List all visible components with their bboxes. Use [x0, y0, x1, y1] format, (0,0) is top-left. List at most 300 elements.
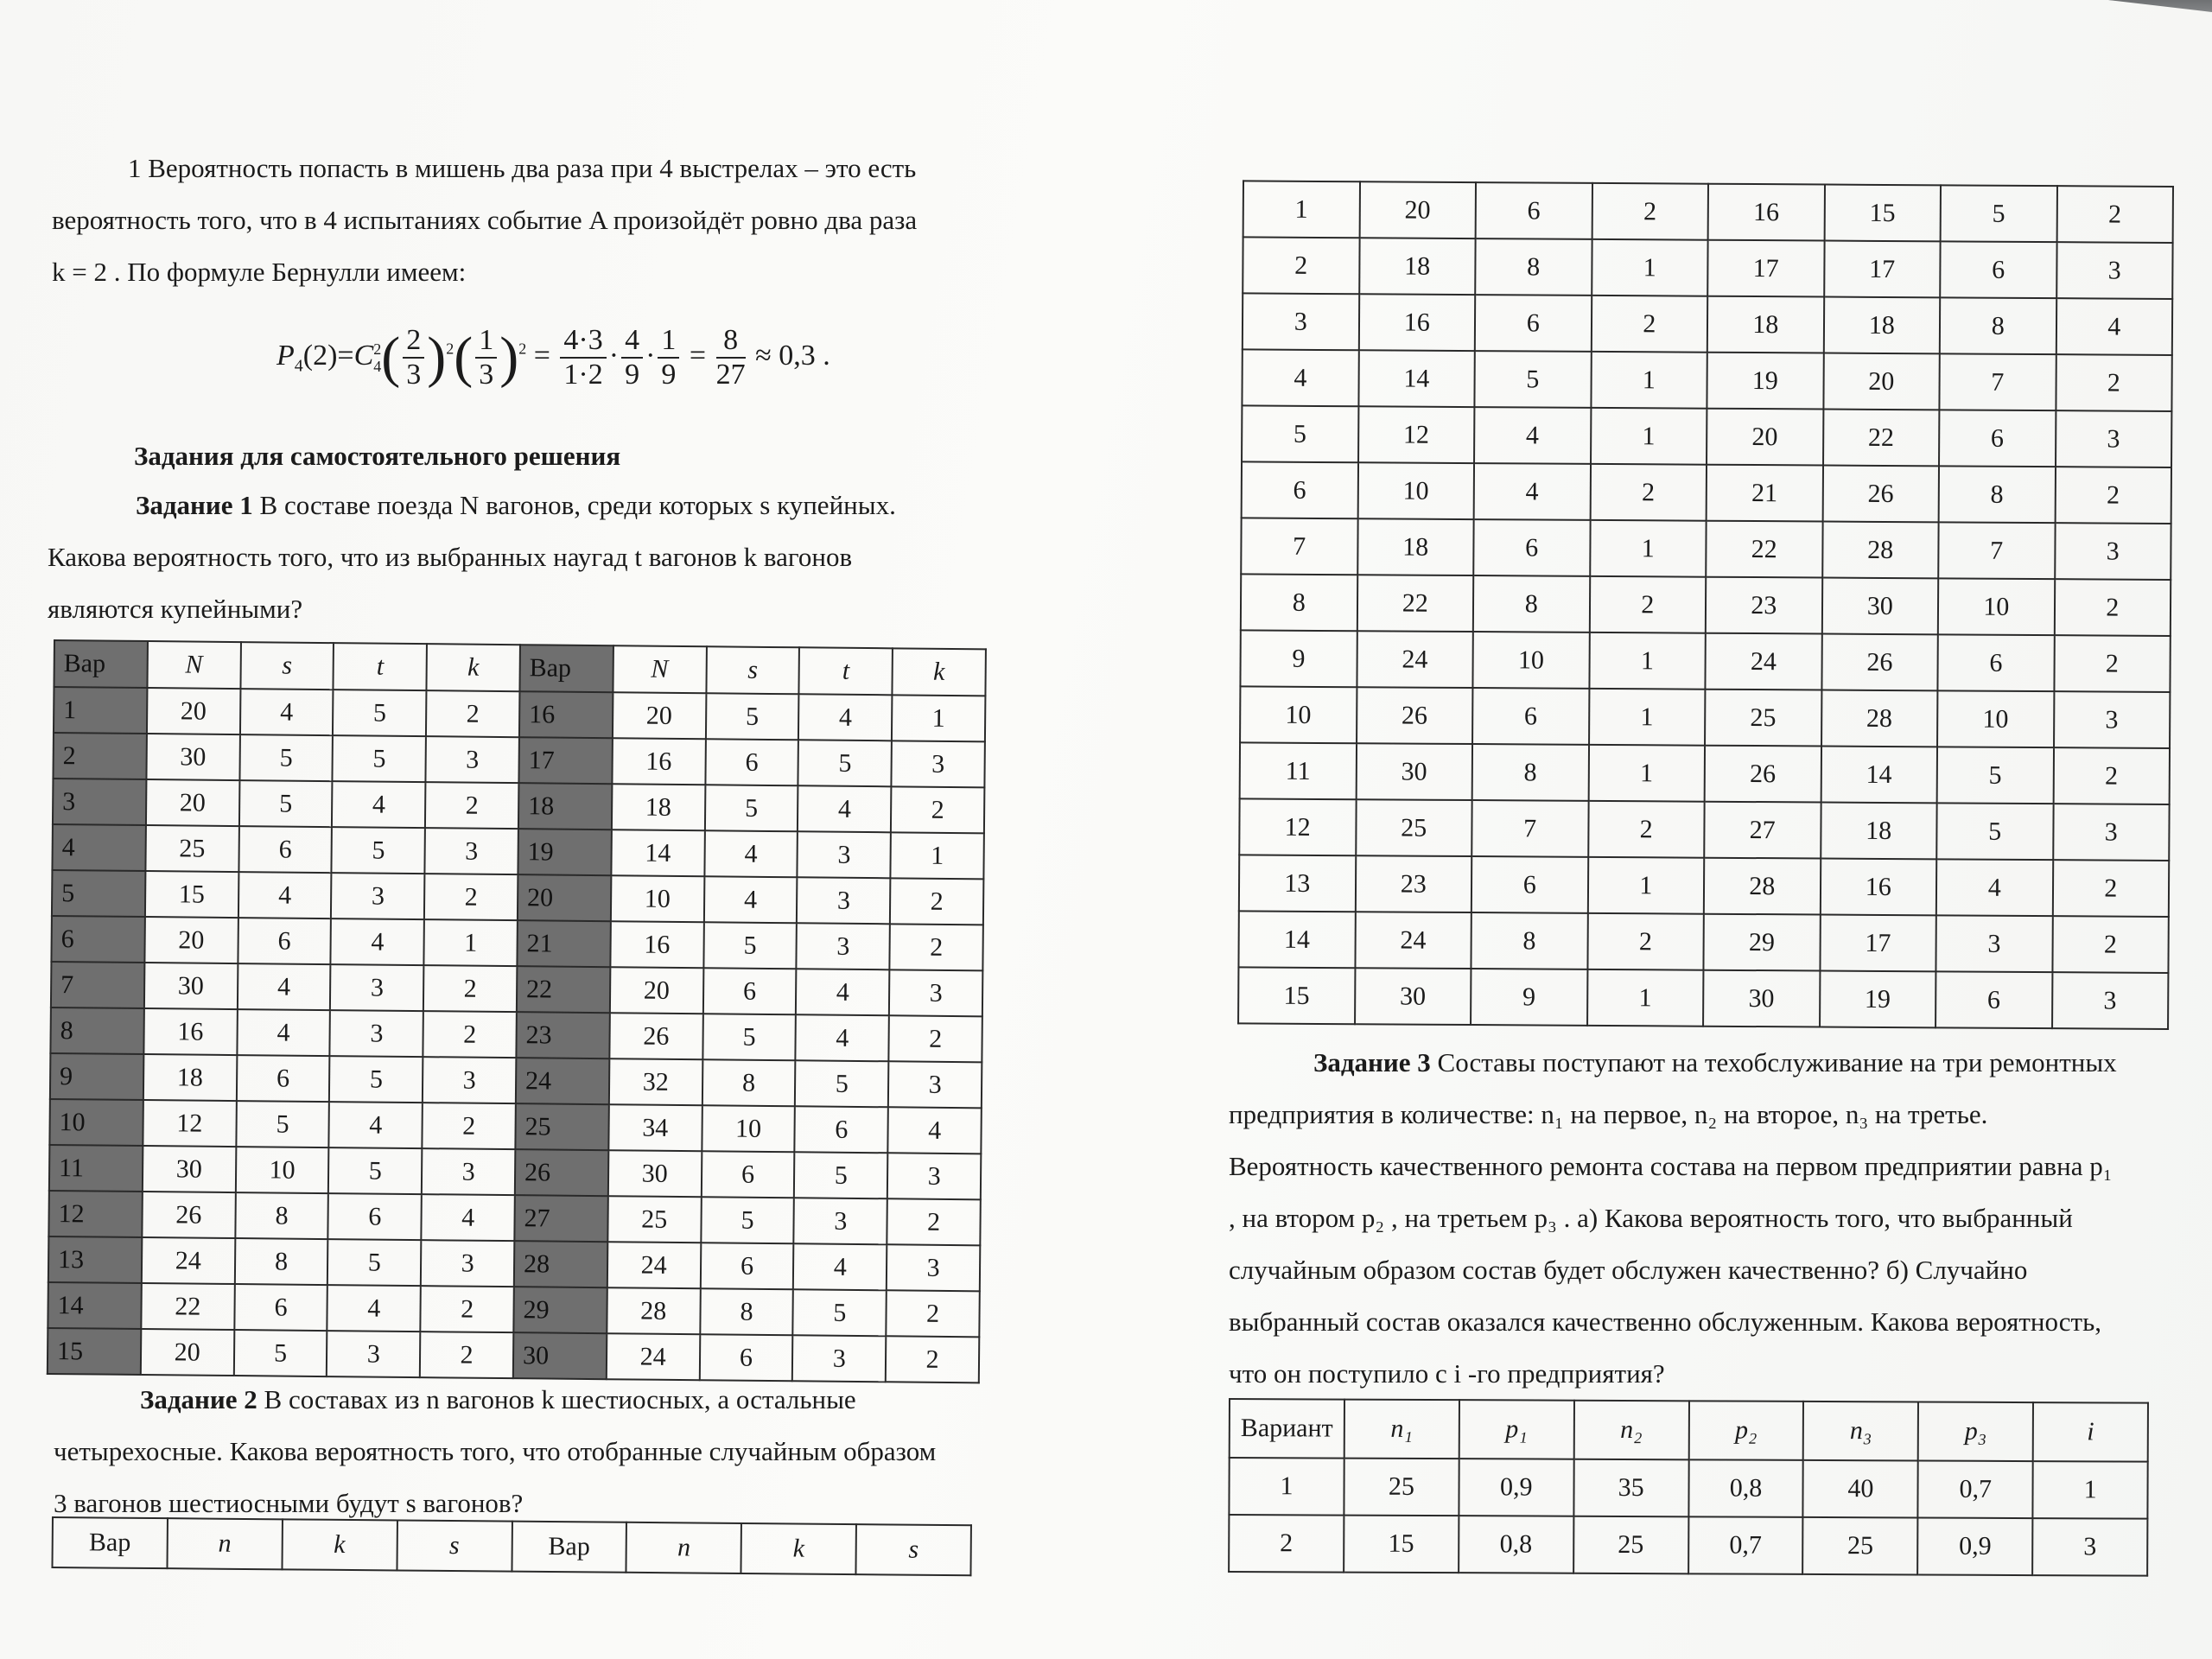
table-cell: 19 [1707, 353, 1823, 410]
eq1: = [533, 339, 550, 372]
table-cell: 10 [702, 1105, 795, 1152]
table-cell: 6 [1939, 410, 2056, 467]
table-cell: 2 [1591, 296, 1707, 353]
header-cell: n₁ [1344, 1400, 1459, 1459]
table-cell: 20 [613, 692, 706, 739]
table-cell: 26 [1357, 687, 1473, 744]
table-cell: 25 [607, 1196, 701, 1243]
table-cell: 5 [793, 1289, 887, 1336]
table-cell: 26 [1705, 746, 1821, 803]
table-cell: 6 [795, 1106, 888, 1153]
table-row [1239, 855, 2169, 917]
table-cell: 2 [886, 1336, 979, 1382]
table-cell: 1 [1589, 632, 1706, 690]
table-cell: 2 [2053, 747, 2170, 804]
table-task2-data [1237, 180, 2174, 1030]
frac3-num: 4·3 [560, 324, 606, 359]
task3-paragraph [1229, 1037, 2153, 1400]
table-cell: 4 [327, 1285, 421, 1332]
table-cell: 2 [891, 786, 984, 833]
table-cell: 30 [1821, 578, 1938, 635]
header-cell: N [147, 641, 240, 689]
table-task2 [51, 1516, 971, 1576]
intro-paragraph [52, 143, 994, 298]
table-cell: 6 [1940, 241, 2056, 298]
variant-cell: 18 [518, 783, 612, 830]
task1-line-1: В составе поезда N вагонов, среди которых s купейных. [259, 490, 896, 520]
table-cell: 3 [327, 1331, 420, 1377]
table-cell: 2 [1243, 237, 1359, 294]
table-cell: 3 [892, 741, 985, 787]
table-cell: 3 [887, 1153, 981, 1199]
table-cell: 6 [1471, 856, 1588, 913]
table-cell: 18 [1821, 803, 1937, 860]
table-cell: 3 [421, 1240, 514, 1287]
variant-cell: 2 [53, 733, 146, 779]
table-row [1243, 237, 2172, 299]
frac2-den: 3 [479, 359, 494, 391]
table-cell: 1 [1591, 408, 1707, 465]
table-cell: 8 [234, 1238, 327, 1285]
table-cell: 15 [1824, 185, 1941, 242]
table-cell: 2 [887, 1198, 980, 1245]
header-cell: s [397, 1520, 512, 1571]
table-cell: 3 [889, 969, 982, 1016]
table-cell: 4 [329, 1102, 423, 1148]
table-row [1238, 967, 2168, 1029]
table-cell: 13 [1239, 855, 1356, 912]
intro-line-3: k = 2 . По формуле Бернулли имеем: [52, 257, 467, 287]
table-cell: 3 [330, 1010, 423, 1057]
table-cell: 4 [1474, 463, 1591, 520]
table-cell: 22 [1357, 575, 1473, 632]
table-cell: 2 [421, 1286, 514, 1332]
table-cell: 16 [612, 738, 705, 785]
table-cell: 25 [145, 825, 238, 872]
table-cell: 0,9 [1459, 1459, 1573, 1516]
variant-cell: 22 [517, 966, 610, 1013]
table-cell: 20 [144, 917, 238, 963]
header-var: Вар [54, 640, 147, 688]
task3-line-2: предприятия в количестве: n₁ на первое, n₂ на вторoе, n₃ на третье. [1229, 1099, 1988, 1129]
table-cell: 4 [793, 1243, 887, 1290]
variant-cell: 3 [53, 779, 146, 825]
table-cell: 4 [1936, 859, 2053, 916]
header-cell: s [706, 646, 799, 694]
variant-cell: 9 [50, 1053, 143, 1100]
table-cell: 17 [1824, 241, 1941, 298]
header-cell: k [427, 644, 520, 691]
table-row [1240, 686, 2170, 748]
table-cell: 8 [700, 1288, 793, 1335]
formula-c: C [353, 339, 374, 372]
table-cell: 4 [238, 872, 332, 918]
variant-cell: 17 [518, 737, 612, 784]
variant-cell: 12 [48, 1191, 142, 1237]
header-cell: k [282, 1519, 397, 1570]
table-cell: 1 [891, 832, 984, 879]
table-cell: 5 [239, 780, 333, 827]
table-cell: 5 [795, 1060, 888, 1107]
header-cell: Вар [52, 1517, 167, 1568]
table-cell: 26 [1821, 634, 1938, 691]
task1-line-3: являются купейными? [48, 594, 303, 624]
table-cell: 7 [1241, 518, 1357, 575]
table-cell: 2 [1589, 576, 1706, 633]
table-row [1243, 293, 2172, 355]
table-cell: 5 [1936, 803, 2053, 860]
table-cell: 27 [1704, 802, 1821, 859]
table-header-row [52, 1517, 970, 1575]
table-cell: 0,8 [1459, 1516, 1573, 1573]
header-cell: p₂ [1688, 1401, 1803, 1460]
table-cell: 23 [1706, 577, 1822, 634]
variant-cell: 19 [518, 829, 611, 875]
variant-cell: 20 [518, 874, 611, 921]
table-cell: 3 [887, 1244, 980, 1291]
table-cell: 3 [2032, 1518, 2147, 1576]
table-cell: 3 [425, 828, 518, 874]
table-cell: 5 [233, 1330, 327, 1376]
table-cell: 6 [238, 826, 332, 873]
table-cell: 6 [1936, 971, 2052, 1028]
table-cell: 4 [422, 1194, 515, 1241]
variant-cell: 5 [52, 870, 145, 917]
table-cell: 30 [608, 1150, 702, 1197]
table-cell: 22 [141, 1283, 234, 1330]
table-cell: 6 [702, 968, 796, 1014]
task2-line-2: четырехосные. Какова вероятность того, что отобранные случайным образом [54, 1436, 937, 1466]
section-title: Задания для самостоятельного решения [134, 441, 621, 471]
table-cell: 26 [1822, 466, 1939, 523]
table-cell: 2 [2055, 467, 2171, 524]
table-cell: 3 [2054, 691, 2171, 748]
table-cell: 24 [607, 1242, 701, 1288]
table-cell: 20 [147, 688, 240, 734]
table-cell: 7 [1939, 353, 2056, 410]
table-cell: 25 [1802, 1517, 1917, 1575]
table-cell: 11 [1240, 742, 1357, 799]
frac4-den: 9 [625, 359, 640, 391]
table-cell: 2 [420, 1332, 513, 1378]
table-cell: 18 [1359, 238, 1476, 295]
task2-line-1: В составах из n вагонов k шестиосных, а остальные [264, 1384, 856, 1414]
task1-line-2: Какова вероятность того, что из выбранных наугад t вагонов k вагонов [48, 542, 853, 572]
table-cell: 26 [142, 1192, 235, 1238]
eq2: = [689, 339, 707, 372]
table-cell: 3 [330, 964, 423, 1011]
table-cell: 16 [1708, 184, 1825, 241]
table-cell: 1 [1590, 520, 1707, 577]
table-cell: 1 [1591, 352, 1707, 409]
table-cell: 9 [1240, 630, 1357, 687]
table-cell: 5 [333, 690, 426, 736]
table-cell: 5 [704, 785, 798, 831]
table-cell: 2 [2052, 916, 2169, 973]
formula-p-arg: (2)= [302, 339, 354, 372]
table-cell: 10 [1472, 632, 1589, 689]
table-cell: 5 [1242, 405, 1358, 462]
table-cell: 24 [607, 1333, 700, 1380]
table-cell: 4 [704, 830, 798, 877]
variant-cell: 14 [48, 1282, 141, 1329]
table-cell: 5 [332, 827, 425, 874]
table-cell: 5 [701, 1197, 794, 1243]
table-cell: 19 [1820, 971, 1936, 1028]
table-cell: 1 [1587, 969, 1704, 1027]
table-cell: 35 [1573, 1459, 1688, 1517]
variant-cell: 30 [513, 1332, 607, 1379]
table-cell: 20 [1359, 181, 1476, 238]
table-cell: 15 [1238, 967, 1355, 1024]
table-row [1240, 742, 2170, 804]
table-cell: 0,8 [1688, 1459, 1803, 1517]
table-cell: 14 [1358, 350, 1475, 407]
table-cell: 2 [2052, 860, 2169, 917]
table-cell: 2 [2056, 354, 2172, 411]
frac5-den: 9 [661, 359, 677, 391]
table-row [1242, 405, 2171, 467]
table-cell: 6 [238, 918, 331, 964]
table-cell: 16 [143, 1008, 237, 1055]
table-cell: 3 [797, 877, 890, 924]
variant-cell: 13 [48, 1236, 142, 1283]
table-cell: 6 [1242, 461, 1358, 518]
table-cell: 10 [1357, 462, 1474, 519]
formula-c-sub: 4 [373, 358, 382, 375]
header-cell: n₃ [1803, 1402, 1918, 1461]
table-cell: 2 [890, 924, 983, 970]
table-cell: 4 [2056, 298, 2172, 355]
table-cell: 24 [1357, 631, 1473, 688]
table-cell: 4 [1474, 407, 1591, 464]
table-cell: 16 [1358, 294, 1475, 351]
frac1-num: 2 [403, 324, 424, 359]
table-cell: 5 [333, 735, 426, 782]
table-cell: 24 [1705, 633, 1821, 690]
table-cell: 24 [1355, 912, 1471, 969]
table-cell: 6 [701, 1151, 794, 1198]
frac6-den: 27 [715, 359, 746, 391]
table-cell: 1 [892, 695, 985, 741]
table-cell: 5 [703, 922, 797, 969]
bernoulli-formula: $P_4(2)=C$ 2 4 ( $\frac{2}{3}$ )$^2$( $\frac{1}{3}$ )$^2$ = $\frac{4\cdot 3}{1\cdot 2}$ · $\frac{4}{9}$ · $\frac{1}{9}$ = $\frac{8}{27}$ ≈ 0,3 . [276, 324, 830, 391]
task3-line-1: Составы поступают на техобслуживание на три ремонтных [1437, 1047, 2117, 1077]
table-row [1241, 518, 2171, 580]
table-cell: 3 [2055, 523, 2171, 580]
table-cell: 21 [1707, 465, 1823, 522]
header-cell: n [626, 1522, 741, 1573]
variant-cell: 4 [52, 824, 145, 871]
table-task3 [1228, 1398, 2149, 1577]
table-cell: 4 [703, 876, 797, 923]
table-cell: 5 [329, 1056, 423, 1103]
table-cell: 14 [611, 830, 704, 876]
pow2: 2 [518, 340, 527, 358]
variant-cell: 27 [514, 1195, 607, 1242]
formula-p: P [276, 339, 295, 372]
table-row [1241, 574, 2171, 636]
intro-line-2: вероятность того, что в 4 испытаниях событие A произойдёт ровно два раза [52, 205, 918, 235]
table-cell: 6 [1937, 634, 2054, 691]
header-cell: p₁ [1459, 1400, 1573, 1459]
table-row [1243, 181, 2173, 243]
table-cell: 10 [1938, 578, 2055, 635]
table-cell: 0,9 [1917, 1517, 2032, 1575]
table-cell: 2 [1590, 464, 1707, 521]
table-cell: 6 [236, 1055, 329, 1102]
table-cell: 8 [702, 1059, 795, 1106]
formula-c-sup: 2 [373, 340, 382, 358]
dot2: · [645, 339, 656, 372]
table-cell: 3 [2056, 242, 2173, 299]
table-row [1238, 911, 2168, 973]
table-cell: 12 [1239, 798, 1356, 855]
table-cell: 1 [1229, 1458, 1344, 1516]
table-cell: 16 [1820, 859, 1936, 916]
table-cell: 1 [1589, 689, 1706, 746]
table-row [1239, 798, 2169, 861]
table-cell: 5 [1474, 351, 1591, 408]
variant-cell: 28 [514, 1241, 607, 1287]
table-cell: 2 [423, 1103, 516, 1149]
table-cell: 30 [146, 734, 239, 780]
table-cell: 18 [1823, 297, 1940, 354]
table-cell: 2 [1229, 1515, 1344, 1573]
table-cell: 1 [1587, 857, 1704, 914]
pow1: 2 [446, 340, 454, 358]
table-cell: 6 [1472, 688, 1589, 745]
table-cell: 10 [1937, 690, 2054, 747]
dot1: · [608, 339, 620, 372]
table-cell: 3 [797, 923, 890, 969]
table-cell: 4 [240, 689, 334, 735]
table-cell: 20 [610, 967, 703, 1014]
task3-label: Задание 3 [1313, 1047, 1431, 1077]
task2-label: Задание 2 [140, 1384, 257, 1414]
table-cell: 8 [1939, 466, 2056, 523]
header-cell: t [799, 647, 893, 695]
table-cell: 20 [146, 779, 239, 826]
variant-cell: 26 [515, 1149, 608, 1196]
table-cell: 6 [699, 1334, 792, 1381]
variant-cell: 10 [49, 1099, 143, 1146]
table-cell: 4 [796, 969, 889, 1015]
table-cell: 4 [796, 1014, 889, 1061]
table-cell: 1 [424, 919, 518, 966]
variant-cell: 23 [516, 1012, 609, 1058]
task1-label: Задание 1 [136, 490, 253, 520]
table-cell: 25 [1356, 799, 1472, 856]
table-cell: 2 [1587, 913, 1704, 970]
table-cell: 15 [145, 871, 238, 918]
table-cell: 20 [141, 1329, 234, 1376]
table-cell: 14 [1821, 747, 1937, 804]
table-cell: 25 [1705, 690, 1821, 747]
table-cell: 2 [1588, 801, 1705, 858]
table-row [1240, 630, 2170, 692]
table-cell: 6 [234, 1284, 327, 1331]
table-cell: 2 [2054, 579, 2171, 636]
table-cell: 2 [1592, 183, 1708, 240]
table-cell: 3 [2056, 410, 2172, 467]
table-cell: 18 [612, 784, 705, 830]
table-cell: 20 [1823, 353, 1940, 410]
task2-paragraph [54, 1374, 978, 1529]
table-cell: 0,7 [1918, 1460, 2033, 1518]
table-cell: 3 [888, 1061, 982, 1108]
table-cell: 2 [424, 874, 518, 920]
frac3-den: 1·2 [563, 359, 603, 391]
table-cell: 5 [794, 1152, 887, 1198]
table-cell: 5 [328, 1147, 422, 1194]
table-cell: 18 [1357, 518, 1474, 575]
table-cell: 3 [1243, 293, 1359, 350]
formula-p-sub: 4 [294, 356, 303, 376]
table-cell: 4 [331, 918, 424, 965]
header-cell: Вариант [1230, 1399, 1344, 1459]
variant-cell: 25 [515, 1103, 608, 1150]
table-cell: 3 [422, 1148, 515, 1195]
task3-line-7: что он поступило с i -го предприятия? [1229, 1358, 1665, 1389]
table-cell: 24 [142, 1237, 235, 1284]
table-cell: 30 [1355, 968, 1471, 1025]
task1-paragraph [48, 480, 989, 635]
header-cell: p₃ [1918, 1402, 2033, 1461]
task3-line-3: Вероятность качественного ремонта состава на первом предприятии равна p₁ [1229, 1151, 2113, 1181]
table-cell: 3 [2053, 804, 2170, 861]
table-cell: 29 [1703, 914, 1820, 971]
variant-cell: 21 [517, 920, 610, 967]
table-cell: 5 [327, 1239, 421, 1286]
table-cell: 5 [706, 693, 799, 740]
table-cell: 28 [1821, 690, 1938, 747]
table-cell: 40 [1803, 1460, 1918, 1518]
variant-cell: 6 [51, 916, 144, 963]
table-cell: 10 [1240, 686, 1357, 743]
table-cell: 8 [1472, 744, 1589, 801]
table-cell: 2 [889, 1015, 982, 1062]
table-cell: 6 [705, 739, 798, 785]
table-cell: 4 [798, 785, 891, 832]
table-cell: 3 [792, 1335, 886, 1382]
table-cell: 17 [1820, 915, 1936, 972]
table-cell: 14 [1238, 911, 1355, 968]
table-cell: 5 [236, 1101, 329, 1147]
variant-cell: 11 [49, 1145, 143, 1192]
table-row [1242, 349, 2171, 411]
variant-cell: 8 [50, 1007, 143, 1054]
table-cell: 6 [700, 1243, 793, 1289]
table-cell: 25 [1573, 1516, 1688, 1574]
table-cell: 4 [798, 694, 892, 741]
table-cell: 22 [1823, 410, 1940, 467]
table-cell: 18 [1707, 296, 1824, 353]
table-cell: 6 [1475, 295, 1592, 352]
table-cell: 26 [609, 1013, 702, 1059]
table-header-row [1230, 1399, 2148, 1462]
table-cell: 5 [1941, 185, 2057, 242]
header-cell: k [893, 648, 986, 696]
variant-cell: 29 [513, 1287, 607, 1333]
variant-cell: 1 [54, 687, 147, 734]
table-cell: 30 [1703, 970, 1820, 1027]
table-cell: 5 [798, 740, 892, 786]
header-cell: i [2033, 1402, 2148, 1462]
intro-line-1: 1 Вероятность попасть в мишень два раза при 4 выстрелах – это есть [128, 153, 917, 183]
header-cell: n₂ [1573, 1401, 1688, 1460]
frac4-num: 4 [621, 324, 643, 359]
